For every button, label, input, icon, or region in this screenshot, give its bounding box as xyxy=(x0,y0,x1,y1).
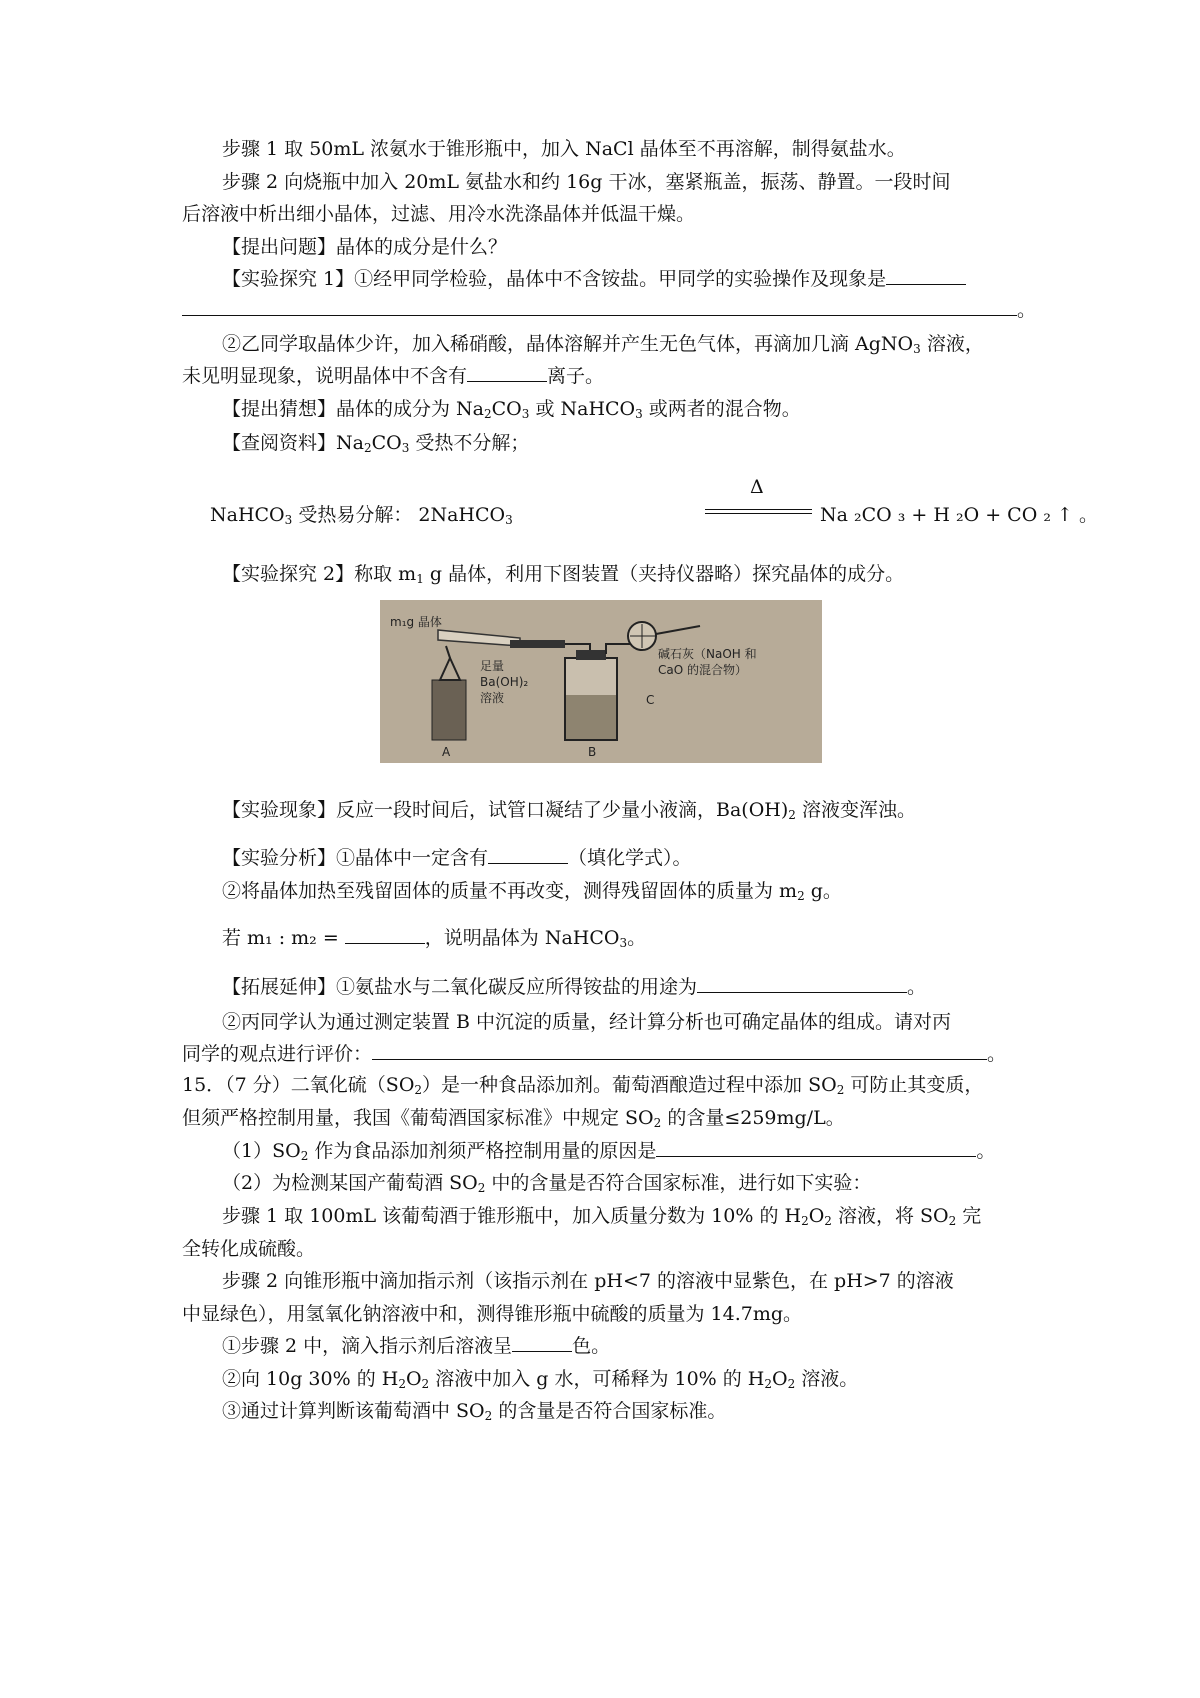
equation-right: Na ₂CO ₃ + H ₂O + CO ₂ ↑ 。 xyxy=(820,504,1098,526)
label-crystal: m₁g 晶体 xyxy=(390,615,442,629)
text: NaHCO xyxy=(210,504,285,526)
text: 【拓展延伸】①氨盐水与二氧化碳反应所得铵盐的用途为 xyxy=(222,976,698,998)
text: g。 xyxy=(804,880,842,902)
text: 可防止其变质， xyxy=(844,1074,984,1096)
text-line xyxy=(222,845,692,871)
text-line xyxy=(182,201,695,227)
text: ②将晶体加热至残留固体的质量不再改变，测得残留固体的质量为 m xyxy=(222,880,798,902)
text: O xyxy=(772,1368,788,1390)
label-b: B xyxy=(588,745,597,759)
subscript: 3 xyxy=(635,407,643,421)
label-lime-b: CaO 的混合物） xyxy=(658,663,747,677)
text-line xyxy=(182,1301,802,1327)
answer-blank[interactable] xyxy=(697,974,907,993)
label-a: A xyxy=(442,745,451,759)
text-line xyxy=(182,297,1036,323)
text-line xyxy=(222,878,842,904)
text: 但须严格控制用量，我国《葡萄酒国家标准》中规定 SO xyxy=(182,1107,654,1129)
text: CO xyxy=(371,432,402,454)
text: 受热易分解： 2NaHCO xyxy=(292,504,506,526)
subscript: 2 xyxy=(836,1083,845,1097)
subscript: 2 xyxy=(824,1214,832,1228)
text: 若 m₁ : m₂ = xyxy=(222,927,345,949)
text: 。 xyxy=(976,1140,996,1162)
text: 【实验分析】①晶体中一定含有 xyxy=(222,847,489,869)
text-line xyxy=(222,1398,726,1424)
text: 步骤 1 取 100mL 该葡萄酒于锥形瓶中，加入质量分数为 10% 的 H xyxy=(222,1205,802,1227)
subscript: 3 xyxy=(401,441,410,455)
question-heading: 【提出问题】晶体的成分是什么？ xyxy=(222,236,508,258)
label-baoh-b: Ba(OH)₂ xyxy=(480,675,529,689)
answer-blank[interactable] xyxy=(886,266,966,285)
text-line xyxy=(182,1072,983,1098)
answer-blank[interactable] xyxy=(656,1138,976,1157)
text: 的含量是否符合国家标准。 xyxy=(492,1400,727,1422)
text: 溶液。 xyxy=(795,1368,859,1390)
text: 全转化成硫酸。 xyxy=(182,1238,316,1260)
subscript: 2 xyxy=(484,407,492,421)
subscript: 2 xyxy=(484,1409,493,1423)
text: 中的含量是否符合国家标准，进行如下实验： xyxy=(485,1172,872,1194)
apparatus-diagram xyxy=(380,600,822,763)
text-line xyxy=(182,1105,845,1131)
text: 溶液变浑浊。 xyxy=(795,799,916,821)
heat-symbol: Δ xyxy=(750,476,764,498)
subscript: 3 xyxy=(619,936,628,950)
text: 中显绿色），用氢氧化钠溶液中和，测得锥形瓶中硫酸的质量为 14.7mg。 xyxy=(182,1303,803,1325)
reaction-arrow xyxy=(705,509,812,514)
label-baoh-a: 足量 xyxy=(480,659,505,673)
text: 色。 xyxy=(572,1335,611,1357)
text-line xyxy=(222,1268,954,1294)
text: 溶液， xyxy=(920,333,984,355)
text: 同学的观点进行评价： xyxy=(182,1043,373,1065)
subscript: 2 xyxy=(414,1083,423,1097)
text-line xyxy=(222,561,904,587)
text-line xyxy=(222,234,507,260)
text: 步骤 2 向锥形瓶中滴加指示剂（该指示剂在 pH<7 的溶液中显紫色，在 pH>7 的溶液 xyxy=(222,1270,954,1292)
text: 完 xyxy=(956,1205,982,1227)
text: 【实验现象】反应一段时间后，试管口凝结了少量小液滴，Ba(OH) xyxy=(222,799,789,821)
text-line xyxy=(182,1236,315,1262)
text: 【实验探究 2】称取 m xyxy=(222,563,417,585)
text-line xyxy=(222,136,906,162)
subscript: 2 xyxy=(421,1377,430,1391)
equation-left xyxy=(210,500,513,527)
subscript: 3 xyxy=(913,342,921,356)
subscript: 3 xyxy=(505,513,513,527)
text: 溶液，将 SO xyxy=(831,1205,949,1227)
text: O xyxy=(808,1205,825,1227)
text-line xyxy=(222,430,529,456)
text: ②乙同学取晶体少许，加入稀硝酸，晶体溶解并产生无色气体，再滴加几滴 AgNO xyxy=(222,333,914,355)
explore1-text: 【实验探究 1】①经甲同学检验，晶体中不含铵盐。甲同学的实验操作及现象是 xyxy=(222,268,887,290)
text: 或 NaHCO xyxy=(529,398,636,420)
text: ，说明晶体为 NaHCO xyxy=(424,927,620,949)
answer-blank[interactable] xyxy=(182,297,1017,316)
subscript: 3 xyxy=(521,407,530,421)
text: 。 xyxy=(907,976,927,998)
text-line xyxy=(222,396,801,422)
step2-text: 步骤 2 向烧瓶中加入 20mL 氨盐水和约 16g 干冰，塞紧瓶盖，振荡、静置。一段时间 xyxy=(222,171,951,193)
text-line xyxy=(222,1203,981,1229)
text: ②向 10g 30% 的 H xyxy=(222,1368,399,1390)
text: （填化学式）。 xyxy=(568,847,692,869)
text-line xyxy=(182,363,604,389)
apparatus-figure xyxy=(380,600,822,763)
text: （1）SO xyxy=(222,1140,301,1162)
answer-blank[interactable] xyxy=(512,1333,572,1352)
text: 。 xyxy=(987,1043,1007,1065)
answer-blank[interactable] xyxy=(372,1041,987,1060)
text: 或两者的混合物。 xyxy=(642,398,801,420)
text-line xyxy=(222,169,950,195)
text-line xyxy=(222,1138,995,1164)
subscript: 2 xyxy=(788,808,796,822)
text: 未见明显现象，说明晶体中不含有 xyxy=(182,365,468,387)
text: CO xyxy=(491,398,522,420)
subscript: 2 xyxy=(477,1181,486,1195)
question-15-text: 15．（7 分）二氧化硫（SO xyxy=(182,1074,415,1096)
answer-blank[interactable] xyxy=(488,845,568,864)
text-line xyxy=(222,974,926,1000)
subscript: 2 xyxy=(948,1214,957,1228)
subscript: 2 xyxy=(398,1377,406,1391)
text: 离子。 xyxy=(547,365,605,387)
text: 。 xyxy=(627,927,647,949)
period: 。 xyxy=(1017,299,1037,321)
text-line xyxy=(222,266,966,292)
subscript: 2 xyxy=(787,1377,796,1391)
text: 的含量≤259mg/L。 xyxy=(661,1107,845,1129)
text: O xyxy=(405,1368,422,1390)
text-line xyxy=(222,1009,951,1035)
text: ③通过计算判断该葡萄酒中 SO xyxy=(222,1400,485,1422)
subscript: 2 xyxy=(801,1214,809,1228)
answer-blank[interactable] xyxy=(345,925,425,944)
text: ②丙同学认为通过测定装置 B 中沉淀的质量，经计算分析也可确定晶体的组成。请对丙 xyxy=(222,1011,952,1033)
subscript: 3 xyxy=(284,513,293,527)
subscript: 2 xyxy=(764,1377,773,1391)
text: ）是一种食品添加剂。葡萄酒酿造过程中添加 SO xyxy=(422,1074,837,1096)
step1-text: 步骤 1 取 50mL 浓氨水于锥形瓶中，加入 NaCl 晶体至不再溶解，制得氨盐水。 xyxy=(222,138,906,160)
subscript: 2 xyxy=(653,1116,662,1130)
step2-text-cont: 后溶液中析出细小晶体，过滤、用冷水洗涤晶体并低温干燥。 xyxy=(182,203,696,225)
label-baoh-c: 溶液 xyxy=(480,691,505,705)
text: 溶液中加入 g 水，可稀释为 10% 的 H xyxy=(429,1368,765,1390)
subscript: 2 xyxy=(300,1149,309,1163)
text-line xyxy=(222,797,916,823)
subscript: 2 xyxy=(797,889,805,903)
subscript: 2 xyxy=(363,441,372,455)
text-line xyxy=(182,1041,1006,1067)
text: （2）为检测某国产葡萄酒 SO xyxy=(222,1172,478,1194)
label-c: C xyxy=(646,693,655,707)
text-line xyxy=(222,925,646,951)
subscript: 1 xyxy=(416,572,424,586)
label-lime-a: 碱石灰（NaOH 和 xyxy=(658,647,757,661)
text: 受热不分解； xyxy=(409,432,530,454)
text-line xyxy=(222,1333,610,1359)
text: 【查阅资料】Na xyxy=(222,432,364,454)
text: 【提出猜想】晶体的成分为 Na xyxy=(222,398,484,420)
text-line xyxy=(222,331,984,357)
text-line xyxy=(222,1170,871,1196)
text: ①步骤 2 中，滴入指示剂后溶液呈 xyxy=(222,1335,513,1357)
answer-blank[interactable] xyxy=(467,363,547,382)
text: 作为食品添加剂须严格控制用量的原因是 xyxy=(308,1140,657,1162)
text-line xyxy=(222,1366,858,1392)
text: g 晶体，利用下图装置（夹持仪器略）探究晶体的成分。 xyxy=(423,563,905,585)
